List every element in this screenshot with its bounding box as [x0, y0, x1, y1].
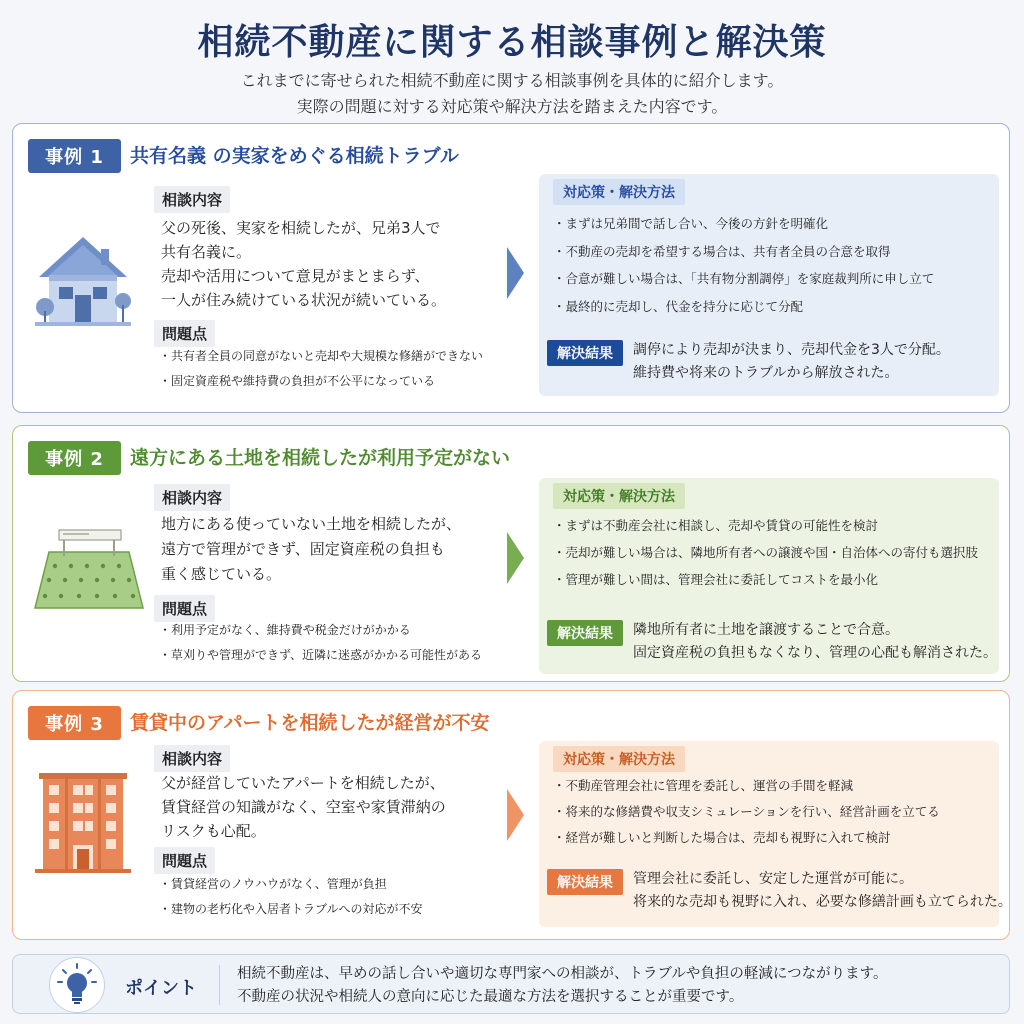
- consult-label: 相談内容: [154, 186, 230, 213]
- issue-list: [159, 344, 483, 394]
- issues-label: 問題点: [154, 320, 215, 347]
- land-icon: [33, 524, 145, 614]
- solution-item: ・ 不動産の売却を希望する場合は、共有者全員の合意を取得: [553, 238, 934, 266]
- solution-list: [553, 512, 978, 593]
- result-text: [633, 868, 1012, 914]
- consult-label: 相談内容: [154, 745, 230, 772]
- solution-item: ・ 売却が難しい場合は、隣地所有者への譲渡や国・自治体への寄付も選択肢: [553, 539, 978, 566]
- result-text: [633, 619, 997, 665]
- issue-item: ・ 草刈りや管理ができず、近隣に迷惑がかかる可能性がある: [159, 643, 482, 668]
- case-badge: 事例 2: [28, 441, 121, 475]
- case-badge: 事例 1: [28, 139, 121, 173]
- solution-panel: [539, 174, 999, 396]
- point-label: ポイント: [125, 978, 197, 999]
- solution-item: ・ 将来的な修繕費や収支シミュレーションを行い、経営計画を立てる: [553, 799, 940, 825]
- result-line: 固定資産税の負担もなくなり、管理の心配も解消された。: [633, 645, 997, 661]
- consult-line: 父が経営していたアパートを相続したが、: [161, 774, 445, 792]
- issue-item: ・ 固定資産税や維持費の負担が不公平になっている: [159, 369, 483, 394]
- solution-panel: [539, 478, 999, 674]
- point-line: 相続不動産は、早めの話し合いや適切な専門家への相談が、トラブルや負担の軽減につながります。: [237, 966, 888, 982]
- solution-list: [553, 773, 940, 851]
- page-subtitle-line1: これまでに寄せられた相続不動産に関する相談事例を具体的に紹介します。: [240, 71, 784, 90]
- point-line: 不動産の状況や相続人の意向に応じた最適な方法を選択することが重要です。: [237, 989, 744, 1005]
- solution-label: 対応策・解決方法: [553, 483, 685, 509]
- consult-line: 賃貸経営の知識がなく、空室や家賃滞納の: [161, 798, 446, 816]
- consult-line: 地方にある使っていない土地を相続したが、: [161, 515, 462, 533]
- consult-text: [161, 512, 511, 587]
- issues-label: 問題点: [154, 595, 215, 622]
- issue-item: ・ 共有者全員の同意がないと売却や大規模な修繕ができない: [159, 344, 483, 369]
- issue-item: ・ 建物の老朽化や入居者トラブルへの対応が不安: [159, 897, 423, 922]
- result-line: 調停により売却が決まり、売却代金を3人で分配。: [633, 342, 950, 358]
- consult-label: 相談内容: [154, 484, 230, 511]
- point-icon-circle: [49, 957, 105, 1013]
- consult-line: リスクも心配。: [161, 822, 266, 840]
- consult-line: 売却や活用について意見がまとまらず、: [161, 267, 430, 285]
- consult-line: 遠方で管理ができず、固定資産税の負担も: [161, 540, 445, 558]
- case-title: 賃貸中のアパートを相続したが経営が不安: [130, 712, 490, 734]
- solution-panel: [539, 741, 1012, 927]
- consult-line: 一人が住み続けている状況が続いている。: [161, 291, 447, 309]
- issue-item: ・ 利用予定がなく、維持費や税金だけがかかる: [159, 618, 482, 643]
- case-badge: 事例 3: [28, 706, 121, 740]
- lightbulb-icon: [50, 958, 104, 1012]
- result-badge: 解決結果: [547, 869, 623, 895]
- issue-item: ・ 賃貸経営のノウハウがなく、管理が負担: [159, 872, 423, 897]
- arrow-right-icon: [507, 247, 524, 299]
- point-box: [12, 954, 1010, 1014]
- consult-line: 共有名義に。: [161, 243, 252, 261]
- result-line: 隣地所有者に土地を譲渡することで合意。: [633, 622, 899, 638]
- consult-text: [161, 216, 511, 312]
- result-text: [633, 339, 950, 385]
- solution-item: ・ 経営が難しいと判断した場合は、売却も視野に入れて検討: [553, 825, 940, 851]
- solution-item: ・ 管理が難しい間は、管理会社に委託してコストを最小化: [553, 566, 978, 593]
- result-line: 管理会社に委託し、安定した運営が可能に。: [633, 871, 913, 887]
- issue-list: [159, 872, 423, 922]
- arrow-right-icon: [507, 532, 524, 584]
- solution-list: [553, 210, 934, 320]
- consult-line: 父の死後、実家を相続したが、兄弟3人で: [161, 219, 441, 237]
- point-divider: [219, 965, 220, 1005]
- result-line: 維持費や将来のトラブルから解放された。: [633, 365, 899, 381]
- case-card-2: [12, 425, 1010, 682]
- solution-item: ・ まずは不動産会社に相談し、売却や賃貸の可能性を検討: [553, 512, 978, 539]
- page-title: 相続不動産に関する相談事例と解決策: [197, 22, 827, 63]
- solution-label: 対応策・解決方法: [553, 746, 685, 772]
- issues-label: 問題点: [154, 847, 215, 874]
- apartment-icon: [33, 771, 133, 875]
- consult-text: [161, 771, 511, 843]
- case-card-1: [12, 123, 1010, 413]
- solution-item: ・ 最終的に売却し、代金を持分に応じて分配: [553, 293, 934, 321]
- page-subtitle-line2: 実際の問題に対する対応策や解決方法を踏まえた内容です。: [296, 97, 728, 116]
- point-text: [237, 963, 887, 1009]
- solution-label: 対応策・解決方法: [553, 179, 685, 205]
- solution-item: ・ まずは兄弟間で話し合い、今後の方針を明確化: [553, 210, 934, 238]
- result-badge: 解決結果: [547, 340, 623, 366]
- case-card-3: [12, 690, 1010, 940]
- result-line: 将来的な売却も視野に入れ、必要な修繕計画も立てられた。: [633, 894, 1012, 910]
- issue-list: [159, 618, 482, 668]
- house-icon: [33, 229, 133, 329]
- case-title: 遠方にある土地を相続したが利用予定がない: [130, 447, 511, 469]
- solution-item: ・ 不動産管理会社に管理を委託し、運営の手間を軽減: [553, 773, 940, 799]
- result-badge: 解決結果: [547, 620, 623, 646]
- case-title: 共有名義 の実家をめぐる相続トラブル: [130, 145, 459, 167]
- solution-item: ・ 合意が難しい場合は、「共有物分割調停」を家庭裁判所に申し立て: [553, 265, 934, 293]
- consult-line: 重く感じている。: [161, 565, 282, 583]
- arrow-right-icon: [507, 789, 524, 841]
